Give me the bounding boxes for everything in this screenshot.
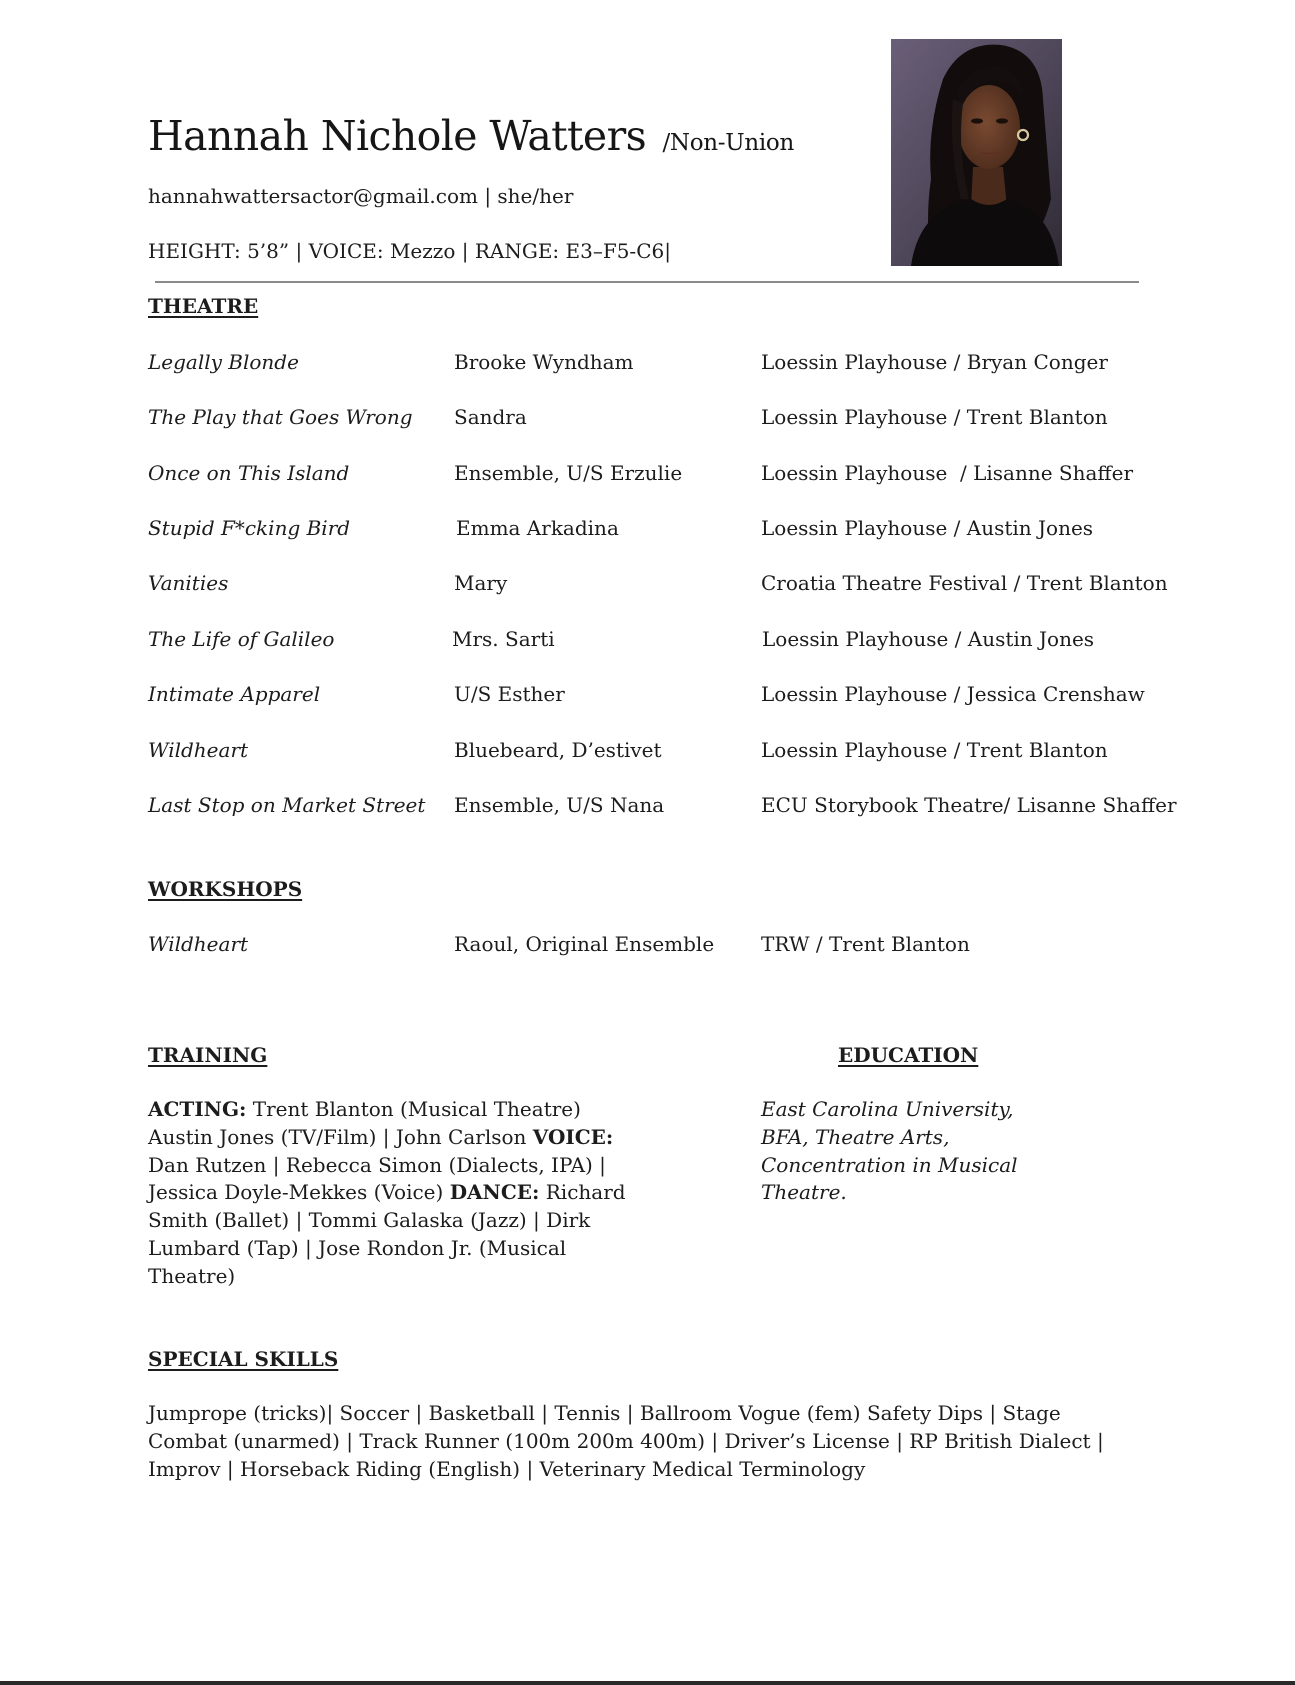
venue-director: TRW / Trent Blanton [761, 932, 970, 956]
venue-director: Loessin Playhouse / Trent Blanton [761, 738, 1108, 762]
show-title: Wildheart [148, 932, 249, 956]
role: Mary [454, 571, 508, 595]
training-details [148, 1096, 634, 1291]
dance-text: Richard Smith (Ballet) | Tommi Galaska (Jazz) | Dirk Lumbard (Tap) | Jose Rondon Jr. (Musical Theatre) [148, 1180, 626, 1288]
acting-label: ACTING: [148, 1097, 247, 1121]
role: Mrs. Sarti [452, 627, 555, 651]
voice-label: VOICE: [532, 1124, 614, 1149]
show-title: Once on This Island [148, 461, 350, 485]
venue-director: ECU Storybook Theatre/ Lisanne Shaffer [761, 793, 1177, 817]
show-title: Intimate Apparel [148, 682, 321, 706]
actor-name-text: Hannah Nichole Watters [148, 112, 647, 160]
actor-name [148, 112, 794, 160]
show-title: Wildheart [148, 738, 249, 762]
contact-line: hannahwattersactor@gmail.com | she/her [148, 184, 574, 208]
education-text: East Carolina University, BFA, Theatre Arts, Concentration in Musical Theatre. [761, 1097, 1018, 1205]
venue-director: Loessin Playhouse / Trent Blanton [761, 405, 1108, 429]
training-heading: TRAINING [148, 1043, 268, 1067]
role: Emma Arkadina [456, 516, 619, 540]
venue-director: Loessin Playhouse / Austin Jones [761, 516, 1094, 540]
union-status: /Non-Union [662, 130, 794, 156]
show-title: Stupid F*cking Bird [148, 516, 351, 540]
venue-director: Loessin Playhouse / Austin Jones [762, 627, 1095, 651]
role: Bluebeard, D’estivet [454, 738, 662, 762]
page-bottom-edge [0, 1681, 1295, 1685]
role: Brooke Wyndham [454, 350, 634, 374]
role: Sandra [454, 405, 527, 429]
show-title: The Life of Galileo [148, 627, 335, 651]
stats-line: HEIGHT: 5’8” | VOICE: Mezzo | RANGE: E3–F5-C6| [148, 239, 671, 263]
education-heading: EDUCATION [838, 1043, 979, 1067]
show-title: Last Stop on Market Street [148, 793, 426, 817]
workshops-heading: WORKSHOPS [148, 877, 303, 901]
voice-text: Dan Rutzen | Rebecca Simon (Dialects, IPA) | Jessica Doyle-Mekkes (Voice) [148, 1152, 606, 1205]
role: U/S Esther [454, 682, 565, 706]
dance-label: DANCE: [449, 1180, 540, 1205]
acting-text: Trent Blanton (Musical Theatre) Austin Jones (TV/Film) | John Carlson [148, 1097, 581, 1149]
special-skills-text: Jumprope (tricks)| Soccer | Basketball | Tennis | Ballroom Vogue (fem) Safety Dips | Stage Combat (unarmed) | Track Runner (100m 200m 400m) | Driver’s License | RP British Dialect | Improv | Horseback Riding (English) | Veterinary Medical Terminology [148, 1401, 1104, 1481]
venue-director: Loessin Playhouse / Bryan Conger [761, 350, 1108, 374]
header-divider [155, 281, 1139, 283]
headshot-photo [891, 39, 1062, 266]
show-title: Vanities [148, 571, 229, 595]
role: Raoul, Original Ensemble [454, 932, 715, 956]
show-title: Legally Blonde [148, 350, 299, 374]
role: Ensemble, U/S Erzulie [454, 461, 683, 485]
show-title: The Play that Goes Wrong [148, 405, 413, 429]
special-skills-heading: SPECIAL SKILLS [148, 1347, 339, 1371]
venue-director: Croatia Theatre Festival / Trent Blanton [761, 571, 1168, 595]
role: Ensemble, U/S Nana [454, 793, 665, 817]
theatre-heading: THEATRE [148, 294, 259, 318]
venue-director: Loessin Playhouse / Jessica Crenshaw [761, 682, 1145, 706]
venue-director: Loessin Playhouse / Lisanne Shaffer [761, 461, 1134, 485]
